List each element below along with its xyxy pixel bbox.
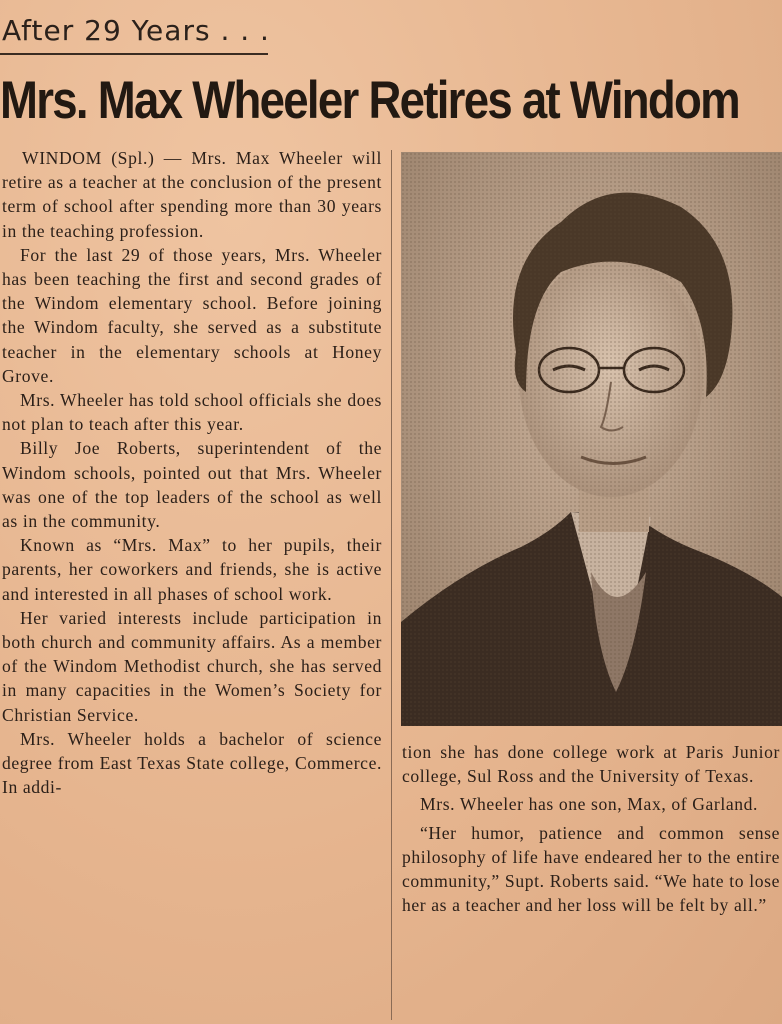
kicker-headline: After 29 Years . . . <box>2 14 270 47</box>
portrait-photo <box>401 152 782 726</box>
paragraph: Known as “Mrs. Max” to her pupils, their parents, her coworkers and friends, she is active and interested in all phases of school work. <box>2 535 382 604</box>
paragraph: Mrs. Wheeler has one son, Max, of Garland. <box>420 794 759 815</box>
paragraph: WINDOM (Spl.) — Mrs. Max Wheeler will retire as a teacher at the conclusion of the present term of school after spending more than 30 years in the teaching profession. <box>2 148 382 241</box>
paragraph: Mrs. Wheeler has told school officials she does not plan to teach after this year. <box>2 390 382 435</box>
paragraph: tion she has done college work at Paris Junior college, Sul Ross and the University of Texas. <box>402 742 780 787</box>
paragraph: Mrs. Wheeler holds a bachelor of science degree from East Texas State college, Commerce. In addi- <box>2 728 382 798</box>
paragraph: “Her humor, patience and common sense philosophy of life have endeared her to the entire community,” Supt. Roberts said. “We hate to lose her as a teacher and her loss will be felt by all.” <box>402 822 780 916</box>
column-divider <box>391 150 392 1020</box>
kicker-underline <box>0 53 268 55</box>
article-right-column <box>402 740 780 921</box>
paragraph: For the last 29 of those years, Mrs. Wheeler has been teaching the first and second grades of the Windom elementary school. Before joining the Windom faculty, she served as a substitute teacher in the elementary schools at Honey Grove. <box>2 244 382 386</box>
headline: Mrs. Max Wheeler Retires at Windom <box>0 71 739 130</box>
article-left-column <box>2 146 382 799</box>
paragraph: Her varied interests include participation in both church and community affairs. As a member of the Windom Methodist church, she has served in many capacities in the Women’s Society for Christian Service. <box>2 607 382 725</box>
paragraph: Billy Joe Roberts, superintendent of the Windom schools, pointed out that Mrs. Wheeler was one of the top leaders of the school as well as in the community. <box>2 438 382 532</box>
